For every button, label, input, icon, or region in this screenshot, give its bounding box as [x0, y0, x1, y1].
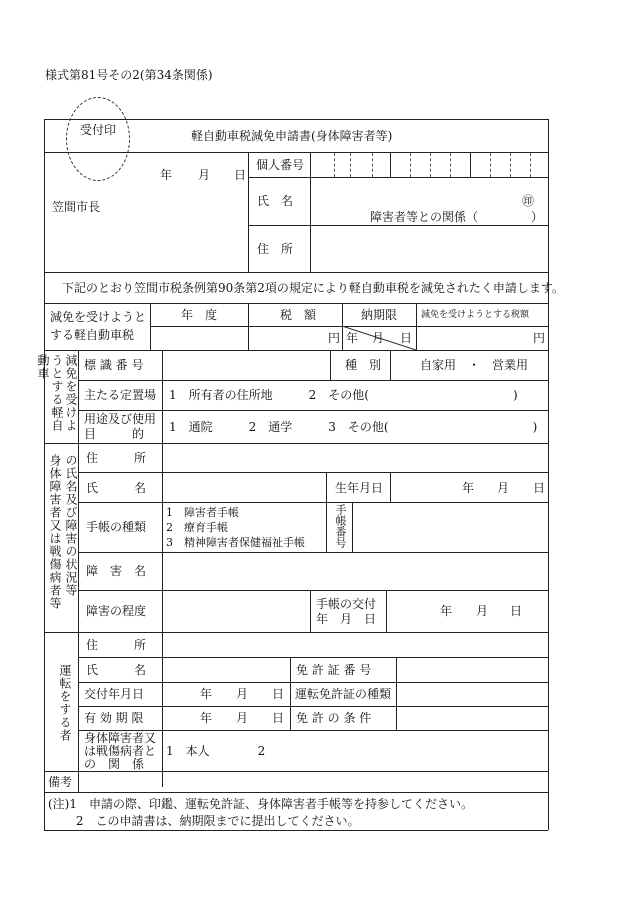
notebook-type-1: 1 障害者手帳	[166, 506, 239, 519]
license-issue-year: 年	[200, 687, 213, 701]
date-year-label: 年	[160, 168, 173, 182]
seal-mark: ㊞	[522, 194, 535, 208]
license-type-label: 運転免許証の種類	[295, 687, 392, 701]
vehicle-type-options: 自家用 ・ 営業用	[420, 358, 529, 372]
issue-month: 月	[476, 604, 489, 618]
personal-number-label: 個人番号	[256, 158, 305, 172]
license-issue-date-label: 交付年月日	[84, 687, 145, 701]
form-title: 軽自動車税減免申請書(身体障害者等)	[191, 129, 393, 143]
license-number-label: 免 許 証 番 号	[296, 663, 372, 677]
driver-address-label: 住 所	[86, 638, 147, 652]
col-year: 年 度	[181, 308, 218, 322]
disabled-name-label: 氏 名	[86, 481, 147, 495]
date-month-label: 月	[198, 168, 211, 182]
validity-year: 年	[200, 711, 213, 725]
applicant-name-label: 氏 名	[257, 194, 294, 208]
tax-row-label-2: する軽自動車税	[50, 328, 135, 342]
relation-label-3: の 関 係	[84, 757, 145, 771]
issue-day: 日	[510, 604, 523, 618]
birth-month: 月	[497, 481, 510, 495]
deadline-day: 日	[400, 331, 413, 345]
vehicle-type-label: 種 別	[345, 358, 382, 372]
usage-options: 1 通院 2 通学 3 その他( )	[169, 420, 538, 434]
relation-label: 障害者等との関係（	[370, 210, 479, 224]
validity-month: 月	[236, 711, 249, 725]
issue-date-label-1: 手帳の交付	[316, 597, 377, 611]
note-2: 2 この申請書は、納期限までに提出してください。	[48, 814, 360, 828]
relation-close: ）	[531, 210, 544, 224]
birth-day: 日	[533, 481, 546, 495]
license-issue-day: 日	[272, 687, 285, 701]
validity-day: 日	[272, 711, 285, 725]
relation-label-2: は戦傷病者と	[84, 744, 157, 758]
tax-yen: 円	[328, 331, 341, 345]
license-conditions-label: 免 許 の 条 件	[296, 711, 372, 725]
deadline-month: 月	[372, 331, 385, 345]
birth-date-label: 生年月日	[335, 481, 384, 495]
col-exempt: 減免を受けようとする税額	[421, 310, 530, 320]
disabled-address-label: 住 所	[86, 451, 147, 465]
col-tax: 税 額	[280, 308, 317, 322]
birth-year: 年	[462, 481, 475, 495]
storage-place-options: 1 所有者の住所地 2 その他( )	[169, 388, 518, 402]
remarks-label: 備考	[48, 775, 73, 789]
note-1: (注)1 申請の際、印鑑、運転免許証、身体障害者手帳等を持参してください。	[48, 797, 474, 811]
usage-label-2: 目 的	[84, 427, 145, 441]
storage-place-label: 主たる定置場	[84, 388, 157, 402]
receipt-stamp-circle	[66, 97, 130, 181]
application-statement: 下記のとおり笠間市税条例第90条第2項の規定により軽自動車税を減免されたく申請します。	[62, 281, 564, 295]
validity-label: 有 効 期 限	[84, 711, 144, 725]
notebook-type-3: 3 精神障害者保健福祉手帳	[166, 536, 305, 549]
exempt-yen: 円	[533, 331, 546, 345]
deadline-year: 年	[346, 331, 359, 345]
relation-label-1: 身体障害者又	[84, 731, 157, 745]
issue-year: 年	[440, 604, 453, 618]
applicant-address-label: 住 所	[257, 242, 294, 256]
tax-row-label-1: 減免を受けようと	[50, 310, 147, 324]
relation-options: 1 本人 2	[166, 744, 266, 758]
notebook-type-label: 手帳の種類	[86, 520, 147, 534]
driver-side-label: 運転をする者	[58, 664, 72, 742]
license-issue-month: 月	[236, 687, 249, 701]
disabled-side-label-1: の氏名及び障害の状況等	[64, 454, 78, 597]
disabled-side-label-2: 身体障害者又は戦傷病者等	[48, 454, 62, 610]
disability-name-label: 障 害 名	[86, 564, 147, 578]
col-deadline: 納期限	[361, 308, 398, 322]
issue-date-label-2: 年 月 日	[316, 612, 377, 626]
driver-name-label: 氏 名	[86, 663, 147, 677]
form-number: 様式第81号その2(第34条関係)	[45, 68, 213, 82]
stamp-label: 受付印	[80, 123, 117, 137]
disability-degree-label: 障害の程度	[86, 604, 147, 618]
plate-number-label: 標 識 番 号	[84, 358, 144, 372]
date-day-label: 日	[234, 168, 247, 182]
notebook-number-label: 手帳番号	[334, 504, 347, 548]
vehicle-side-label: 減免を受けようとする軽自動車	[36, 354, 78, 432]
notebook-type-2: 2 療育手帳	[166, 521, 228, 534]
usage-label-1: 用途及び使用	[84, 412, 157, 426]
addressee: 笠間市長	[52, 200, 101, 214]
